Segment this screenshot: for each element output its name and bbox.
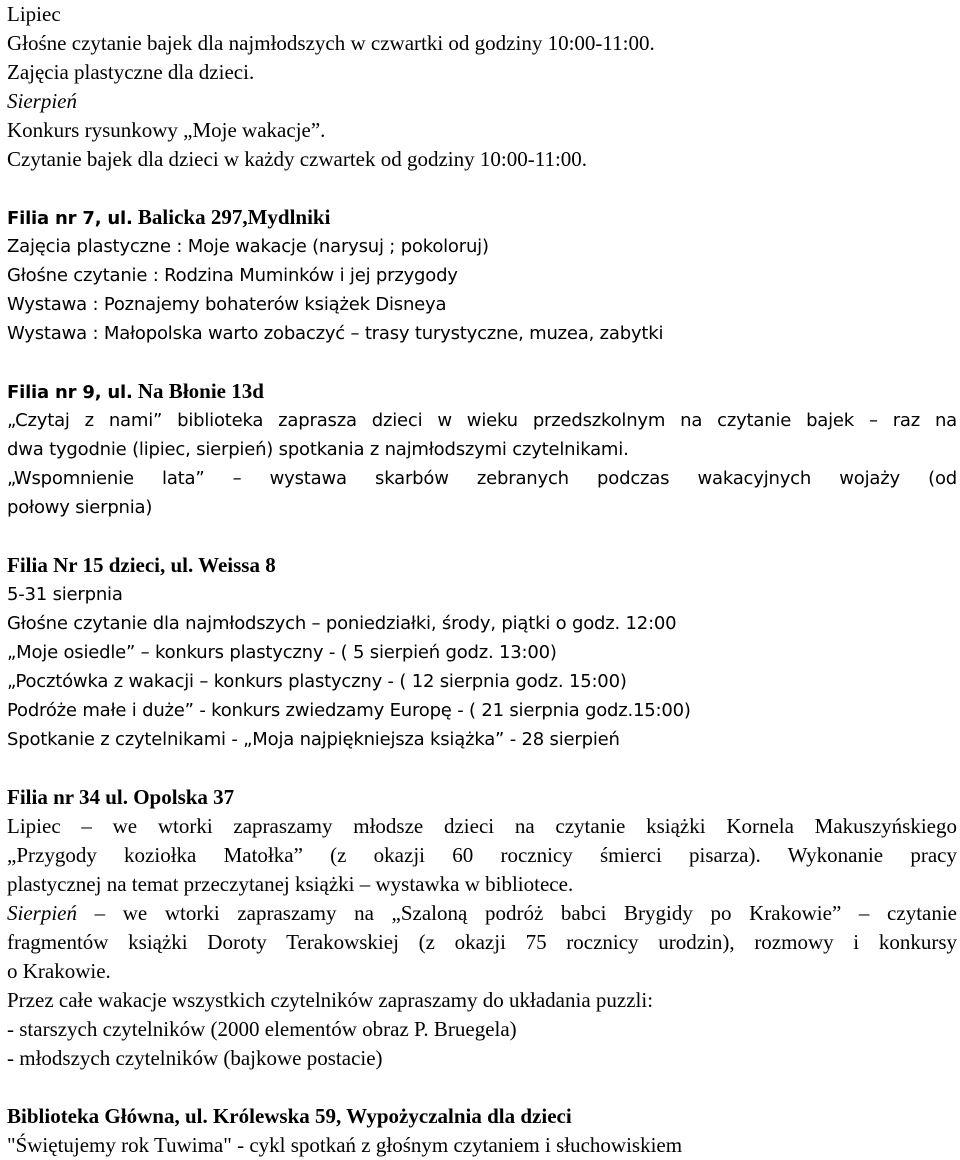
filia15-section [7,551,957,754]
text-line: Wystawa : Poznajemy bohaterów książek Disneya [7,294,447,315]
filia9-section [7,377,957,522]
text-line: fragmentów książki Doroty Terakowskiej (z okazji 75 rocznicy urodzin), rozmowy i konkursy [7,930,957,954]
text-line: o Krakowie. [7,959,111,983]
text-line: Spotkanie z czytelnikami - „Moja najpiękniejsza książka” - 28 sierpień [7,729,620,750]
text-line: Wystawa : Małopolska warto zobaczyć – trasy turystyczne, muzea, zabytki [7,323,664,344]
section-heading: Filia Nr 15 dzieci, ul. Weissa 8 [7,553,276,577]
section-heading: Filia nr 7, ul. Balicka 297,Mydlniki [7,205,331,229]
text-line: Głośne czytanie dla najmłodszych – poniedziałki, środy, piątki o godz. 12:00 [7,613,677,634]
text-line: „Przygody koziołka Matołka” (z okazji 60 rocznicy śmierci pisarza). Wykonanie pracy [7,843,957,867]
text-line: Zajęcia plastyczne : Moje wakacje (narysuj ; pokoloruj) [7,236,489,257]
text-line: Podróże małe i duże” - konkurs zwiedzamy Europę - ( 21 sierpnia godz.15:00) [7,700,691,721]
text-line: Czytanie bajek dla dzieci w każdy czwartek od godziny 10:00-11:00. [7,147,588,171]
filia34-section [7,783,957,1073]
text-line: „Pocztówka z wakacji – konkurs plastyczny - ( 12 sierpnia godz. 15:00) [7,671,627,692]
text-line: „Wspomnienie lata” – wystawa skarbów zebranych podczas wakacyjnych wojaży (od [7,468,957,489]
text-line: plastycznej na temat przeczytanej książki – wystawka w bibliotece. [7,872,574,896]
section-heading: Filia nr 9, ul. Na Błonie 13d [7,379,264,403]
text-line: Lipiec – we wtorki zapraszamy młodsze dzieci na czytanie książki Kornela Makuszyńskiego [7,814,957,838]
text-line: Głośne czytanie : Rodzina Muminków i jej przygody [7,265,458,286]
month-label-sierpien: Sierpień [7,901,77,925]
glowna-section [7,1102,957,1160]
section-heading: Biblioteka Główna, ul. Królewska 59, Wypożyczalnia dla dzieci [7,1104,572,1128]
document-page [7,0,957,1160]
month-heading-lipiec: Lipiec [7,2,61,26]
text-line: Zajęcia plastyczne dla dzieci. [7,60,255,84]
text-line: "Świętujemy rok Tuwima" - cykl spotkań z głośnym czytaniem i słuchowiskiem [7,1133,683,1157]
text-line: dwa tygodnie (lipiec, sierpień) spotkania z najmłodszymi czytelnikami. [7,439,629,460]
text-line: 5-31 sierpnia [7,584,123,605]
text-line: Sierpień – we wtorki zapraszamy na „Szaloną podróż babci Brygidy po Krakowie” – czytanie [7,901,957,925]
text-line: Przez całe wakacje wszystkich czytelników zapraszamy do układania puzzli: [7,988,654,1012]
section-heading: Filia nr 34 ul. Opolska 37 [7,785,235,809]
text-line: „Czytaj z nami” biblioteka zaprasza dzieci w wieku przedszkolnym na czytanie bajek – raz na [7,410,957,431]
general-section [7,0,957,174]
month-heading-sierpien: Sierpień [7,89,77,113]
text-line: Głośne czytanie bajek dla najmłodszych w czwartki od godziny 10:00-11:00. [7,31,655,55]
text-line: - młodszych czytelników (bajkowe postacie) [7,1046,383,1070]
text-line: - starszych czytelników (2000 elementów obraz P. Bruegela) [7,1017,517,1041]
filia7-section [7,203,957,348]
text-line: Konkurs rysunkowy „Moje wakacje”. [7,118,326,142]
text-line: połowy sierpnia) [7,497,153,518]
text-line: „Moje osiedle” – konkurs plastyczny - ( 5 sierpień godz. 13:00) [7,642,557,663]
